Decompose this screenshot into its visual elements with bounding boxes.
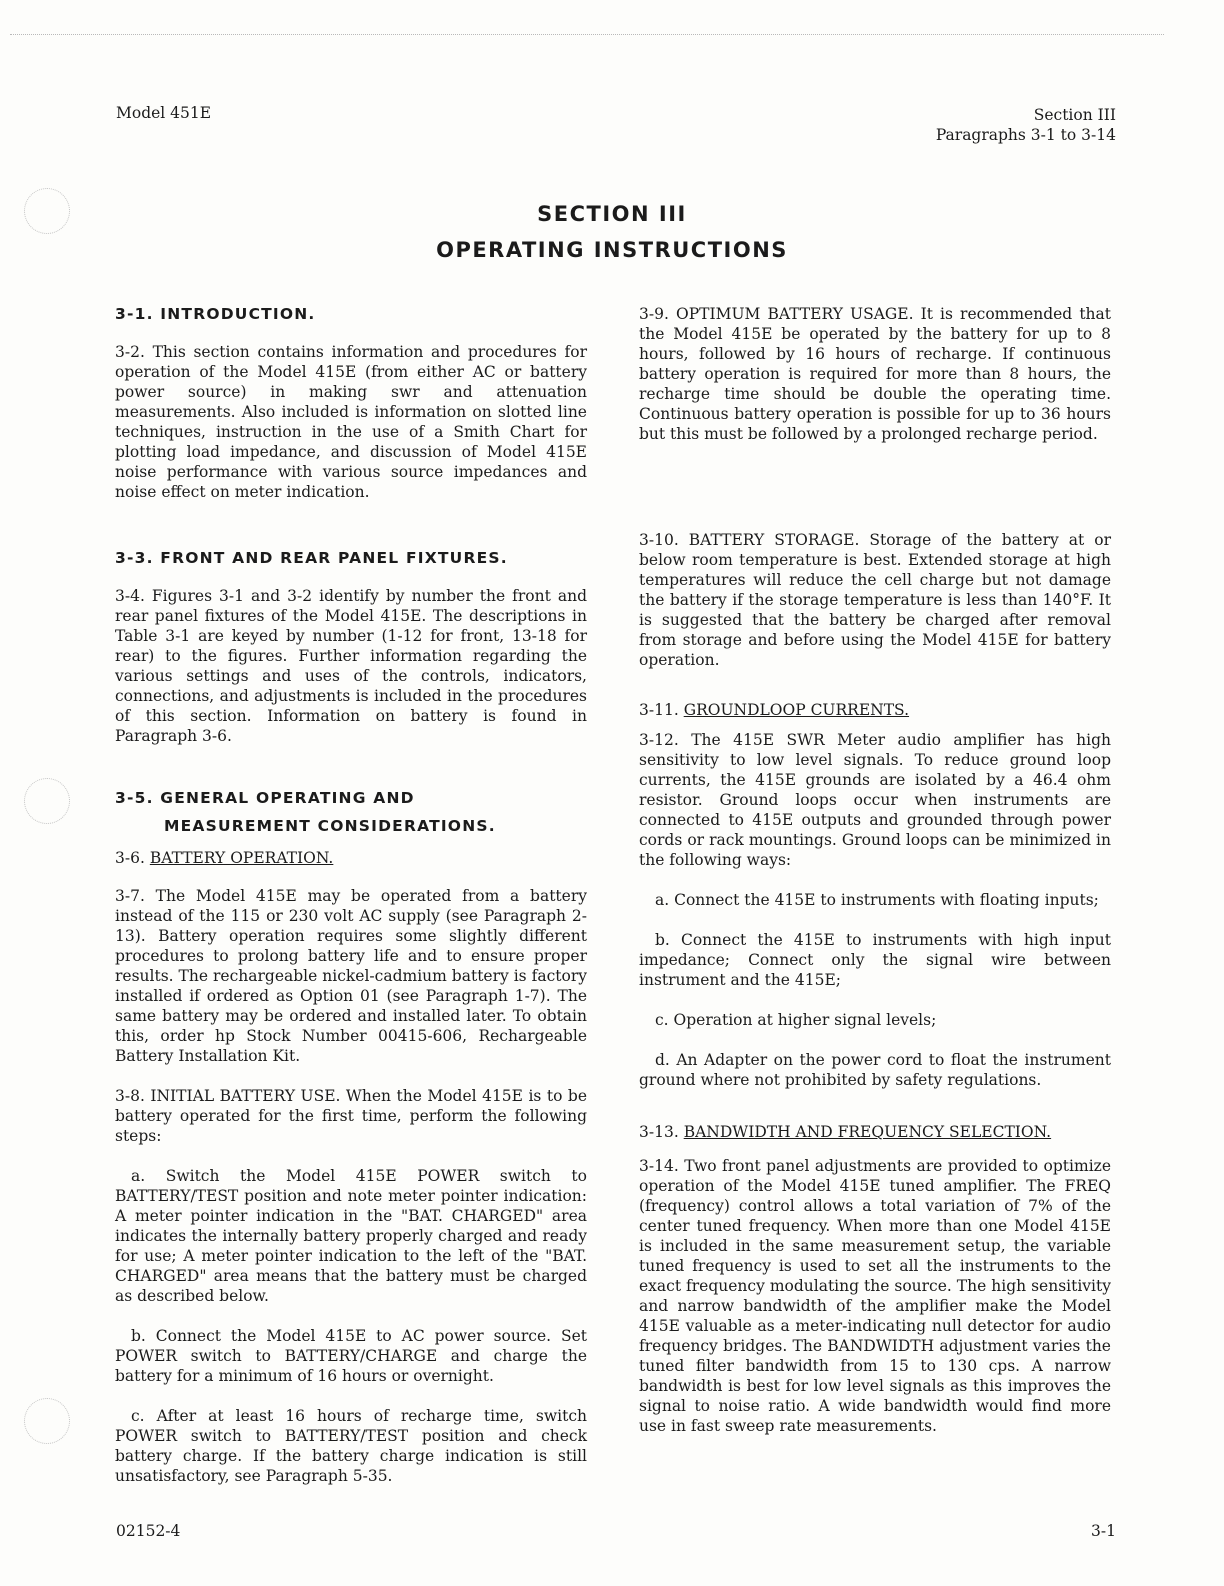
paragraph-3-8-b: b. Connect the Model 415E to AC power source. Set POWER switch to BATTERY/CHARGE and charge the battery for a minimum of 16 hours or overnight.	[115, 1327, 587, 1385]
paragraph-3-8-a: a. Switch the Model 415E POWER switch to BATTERY/TEST position and note meter pointer indication: A meter pointer indication in the "BAT. CHARGED" area indicates the internally battery properly charged and ready for use; A meter pointer indication to the left of the "BAT. CHARGED" area means that the battery must be charged as described below.	[115, 1167, 587, 1305]
heading-3-11	[639, 700, 1111, 720]
header-model: Model 451E	[116, 104, 212, 122]
paragraph-3-10: 3-10. BATTERY STORAGE. Storage of the battery at or below room temperature is best. Extended storage at high temperatures will reduce the cell charge but not damage the battery if the storage temperature is less than 140°F. It is suggested that the battery be charged after removal from storage and before using the Model 415E for battery operation.	[639, 531, 1111, 669]
paragraph-3-8-c: c. After at least 16 hours of recharge time, switch POWER switch to BATTERY/TEST position and check battery charge. If the battery charge indication is still unsatisfactory, see Paragraph 5-35.	[115, 1407, 587, 1485]
right-column	[639, 304, 1111, 1456]
header-section: Section III	[1033, 106, 1116, 124]
binder-hole	[24, 778, 70, 824]
scan-edge-line	[10, 34, 1164, 35]
footer-page-number: 3-1	[1091, 1522, 1116, 1540]
heading-3-13-number: 3-13.	[639, 1123, 679, 1141]
paragraph-3-7: 3-7. The Model 415E may be operated from a battery instead of the 115 or 230 volt AC supply (see Paragraph 2-13). Battery operation requires some slightly different procedures to prolong battery life and to ensure proper results. The rechargeable nickel-cadmium battery is factory installed if ordered as Option 01 (see Paragraph 1-7). The same battery may be ordered and installed later. To obtain this, order hp Stock Number 00415-606, Rechargeable Battery Installation Kit.	[115, 887, 587, 1065]
section-title	[0, 196, 1224, 268]
paragraph-3-8: 3-8. INITIAL BATTERY USE. When the Model 415E is to be battery operated for the first time, perform the following steps:	[115, 1087, 587, 1145]
heading-3-13	[639, 1122, 1111, 1142]
paragraph-3-9: 3-9. OPTIMUM BATTERY USAGE. It is recommended that the Model 415E be operated by the battery for up to 8 hours, followed by 16 hours of recharge. If continuous battery operation is required for more than 8 hours, the recharge time should be double the operating time. Continuous battery operation is possible for up to 36 hours but this must be followed by a prolonged recharge period.	[639, 305, 1111, 443]
footer-doc-number: 02152-4	[116, 1522, 181, 1540]
binder-hole	[24, 1398, 70, 1444]
heading-3-5	[115, 788, 587, 836]
section-title-line1: SECTION III	[537, 202, 687, 226]
heading-3-6-number: 3-6.	[115, 849, 145, 867]
heading-3-13-title: BANDWIDTH AND FREQUENCY SELECTION.	[683, 1123, 1052, 1141]
header-section-info	[936, 105, 1116, 145]
heading-3-6	[115, 848, 587, 868]
paragraph-3-12: 3-12. The 415E SWR Meter audio amplifier has high sensitivity to low level signals. To reduce ground loop currents, the 415E grounds are isolated by a 46.4 ohm resistor. Ground loops occur when instruments are connected to 415E outputs and grounded through power cords or rack mountings. Ground loops can be minimized in the following ways:	[639, 731, 1111, 869]
heading-3-6-title: BATTERY OPERATION.	[149, 849, 334, 867]
paragraph-3-12-a: a. Connect the 415E to instruments with floating inputs;	[655, 891, 1099, 909]
paragraph-3-12-d: d. An Adapter on the power cord to float the instrument ground where not prohibited by safety regulations.	[639, 1051, 1111, 1089]
paragraph-3-12-b: b. Connect the 415E to instruments with high input impedance; Connect only the signal wire between instrument and the 415E;	[639, 931, 1111, 989]
heading-3-5-line1: 3-5. GENERAL OPERATING AND	[115, 789, 415, 807]
paragraph-3-14: 3-14. Two front panel adjustments are provided to optimize operation of the Model 415E tuned amplifier. The FREQ (frequency) control allows a total variation of 7% of the center tuned frequency. When more than one Model 415E is included in the same measurement setup, the variable tuned frequency is used to set all the instruments to the exact frequency modulating the source. The high sensitivity and narrow bandwidth of the amplifier make the Model 415E valuable as a meter-indicating null detector for audio frequency bridges. The BANDWIDTH adjustment varies the tuned filter bandwidth from 15 to 130 cps. A narrow bandwidth is best for low level signals as this improves the signal to noise ratio. A wide bandwidth would find more use in fast sweep rate measurements.	[639, 1157, 1111, 1435]
paragraph-3-2: 3-2. This section contains information and procedures for operation of the Model 415E (from either AC or battery power source) in making swr and attenuation measurements. Also included is information on slotted line techniques, instruction in the use of a Smith Chart for plotting load impedance, and discussion of Model 415E noise performance with various source impedances and noise effect on meter indication.	[115, 343, 587, 501]
section-title-line2: OPERATING INSTRUCTIONS	[436, 238, 788, 262]
paragraph-3-12-c: c. Operation at higher signal levels;	[655, 1011, 937, 1029]
header-paragraphs: Paragraphs 3-1 to 3-14	[935, 126, 1116, 144]
heading-3-11-title: GROUNDLOOP CURRENTS.	[683, 701, 910, 719]
heading-3-11-number: 3-11.	[639, 701, 679, 719]
paragraph-3-4: 3-4. Figures 3-1 and 3-2 identify by number the front and rear panel fixtures of the Model 415E. The descriptions in Table 3-1 are keyed by number (1-12 for front, 13-18 for rear) to the figures. Further information regarding the various settings and uses of the controls, indicators, connections, and adjustments is included in the procedures of this section. Information on battery is found in Paragraph 3-6.	[115, 587, 587, 745]
heading-3-3: 3-3. FRONT AND REAR PANEL FIXTURES.	[115, 549, 508, 567]
heading-3-1: 3-1. INTRODUCTION.	[115, 305, 316, 323]
left-column	[115, 304, 587, 1506]
heading-3-5-line2: MEASUREMENT CONSIDERATIONS.	[164, 817, 496, 835]
